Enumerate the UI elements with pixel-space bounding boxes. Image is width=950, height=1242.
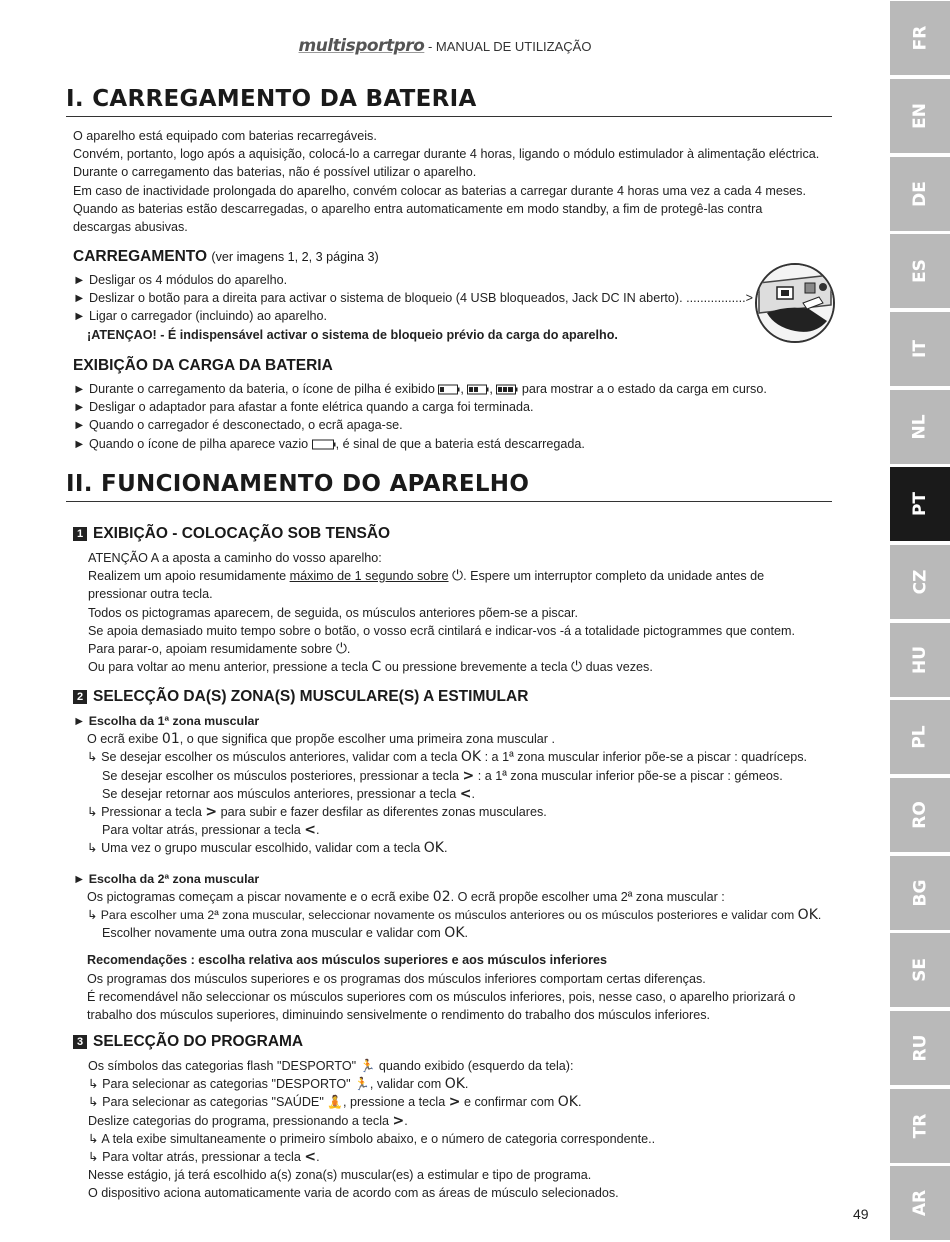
tab-hu[interactable]: HU [890, 623, 950, 697]
program-text: Os símbolos das categorias flash "DESPORTO" 🏃 quando exibido (esquerdo da tela): ↳ Para selecionar as categorias "DESPORTO" 🏃, validar com OK. ↳ Para selecionar as categorias "SAÚDE" 🧘, pressione a tecla > e confirmar com OK. Deslize categorias do programa, pressionando a tecla >. ↳ A tela exibe simultaneamente o primeiro símbolo abaixo, e o número de categoria correspondente.. ↳ Para voltar atrás, pressionar a tecla <. Nesse estágio, já terá escolhido a(s) zona(s) muscular(es) a estimular e tipo de programa. O dispositivo aciona automaticamente varia de acordo com as áreas de músculo selecionados. [88, 1059, 656, 1201]
tab-nl[interactable]: NL [890, 390, 950, 464]
zone1-title: ► Escolha da 1ª zona muscular [73, 714, 260, 728]
tab-en[interactable]: EN [890, 79, 950, 153]
display-heading: EXIBIÇÃO DA CARGA DA BATERIA [73, 357, 333, 374]
step-number: 2 [73, 690, 87, 704]
list-item: ► Deslizar o botão para a direita para activar o sistema de bloqueio (4 USB bloqueados, Jack DC IN aberto). .................> [73, 291, 753, 306]
sport-icon: 🏃 [354, 1077, 370, 1092]
subsection-muscle-zone: 2 SELECÇÃO DA(S) ZONA(S) MUSCULARE(S) A ESTIMULAR [73, 688, 528, 706]
display-list [73, 380, 833, 453]
page-number: 49 [853, 1206, 869, 1222]
list-item: ► Desligar o adaptador para afastar a fonte elétrica quando a carga foi terminada. [73, 400, 534, 415]
charging-ref: (ver imagens 1, 2, 3 página 3) [211, 250, 379, 264]
battery-icon-two-bars [467, 384, 489, 395]
intro-line: Durante o carregamento das baterias, não é possível utilizar o aparelho. [73, 165, 477, 180]
list-item: ► Ligar o carregador (incluindo) ao aparelho. [73, 309, 327, 324]
key-c: C [371, 659, 382, 676]
lock-switch-illustration [755, 263, 835, 343]
intro-line: descargas abusivas. [73, 220, 188, 235]
zone2-title: ► Escolha da 2ª zona muscular [73, 871, 260, 886]
header-title: - MANUAL DE UTILIZAÇÃO [427, 39, 592, 54]
tab-it[interactable]: IT [890, 312, 950, 386]
tab-se[interactable]: SE [890, 933, 950, 1007]
list-item: ► Quando o ícone de pilha aparece vazio , é sinal de que a bateria está descarregada. [73, 436, 585, 451]
tab-cz[interactable]: CZ [890, 545, 950, 619]
page-header [0, 36, 890, 56]
power-icon: ⏻ [452, 568, 464, 585]
intro-line: O aparelho está equipado com baterias recarregáveis. [73, 129, 377, 143]
intro-line: Em caso de inactividade prolongada do aparelho, convém colocar as baterias a carregar durante 4 horas uma vez a cada 4 meses. [73, 183, 806, 198]
tab-tr[interactable]: TR [890, 1089, 950, 1163]
intro-line: Convém, portanto, logo após a aquisição, colocá-lo a carregar durante 4 horas, ligando o módulo estimulador à alimentação eléctrica. [73, 147, 820, 162]
muscle-zone-text: ► Escolha da 1ª zona muscular O ecrã exibe 01, o que significa que propõe escolher uma primeira zona muscular . ↳ Se desejar escolher os músculos anteriores, validar com a tecla OK : a 1ª zona muscular inferior põe-se a piscar : quadríceps. Se desejar escolher os músculos posteriores, pressionar a tecla > : a 1ª zona muscular inferior põe-se a piscar : gémeos. Se desejar retornar aos músculos anteriores, pressionar a tecla <. ↳ Pressionar a tecla > para subir e fazer desfilar as diferentes zonas musculares. Para voltar atrás, pressionar a tecla <. ↳ Uma vez o grupo muscular escolhido, validar com a tecla OK. ► Escolha da 2ª zona muscular Os pictogramas começam a piscar novamente e o ecrã exibe 02. O ecrã propõe escolher uma 2ª zona muscular : ↳ Para escolher uma 2ª zona muscular, seleccionar novamente os músculos anteriores ou os músculos posteriores e validar com OK. Escolher novamente uma outra zona muscular e validar com OK. Recomendações : escolha relativa aos músculos superiores e aos músculos inferiores Os programas dos músculos superiores e os programas dos músculos inferiores comportam certas diferenças. É recomendável não seleccionar os músculos superiores com os músculos inferiores, pois, nesse caso, o aparelho priorizará o trabalho dos músculos superiores, diminuindo sensivelmente o rendimento do trabalho dos músculos inferiores. [73, 712, 833, 1024]
tab-ro[interactable]: RO [890, 778, 950, 852]
tab-pl[interactable]: PL [890, 700, 950, 774]
step-number: 3 [73, 1035, 87, 1049]
section-title-battery: I. CARREGAMENTO DA BATERIA [66, 86, 832, 117]
tab-fr[interactable]: FR [890, 1, 950, 75]
tab-ar[interactable]: AR [890, 1166, 950, 1240]
battery-icon-full [496, 384, 518, 395]
section-title-operation: II. FUNCIONAMENTO DO APARELHO [66, 471, 832, 502]
charging-list [73, 271, 833, 344]
charging-warning: ¡ATENÇAO! - É indispensável activar o sistema de bloqueio prévio da carga do aparelho. [87, 327, 618, 342]
tab-ru[interactable]: RU [890, 1011, 950, 1085]
intro-line: Quando as baterias estão descarregadas, o aparelho entra automaticamente em modo standby, a fim de protegê-las contra [73, 201, 763, 216]
subsection-program: 3 SELECÇÃO DO PROGRAMA [73, 1033, 303, 1051]
power-on-text: ATENÇÃO A a aposta a caminho do vosso aparelho: Realizem um apoio resumidamente máximo de 1 segundo sobre ⏻. Espere um interruptor completo da unidade antes de pressionar outra tecla. Todos os pictogramas aparecem, de seguida, os músculos anteriores põem-se a piscar. Se apoia demasiado muito tempo sobre o botão, o vosso ecrã cintilará e indicar-vos -á a totalidade pictogrammes que contem. Para parar-o, apoiam resumidamente sobre ⏻. Ou para voltar ao menu anterior, pressione a tecla C ou pressione brevemente a tecla ⏻ duas vezes. [88, 551, 796, 676]
list-item: ► Desligar os 4 módulos do aparelho. [73, 273, 288, 287]
power-icon: ⏻ [571, 659, 583, 676]
charging-heading [73, 248, 379, 266]
health-icon: 🧘 [327, 1095, 343, 1110]
list-item: ► Quando o carregador é desconectado, o ecrã apaga-se. [73, 418, 403, 433]
brand-logo: multisportpro [298, 36, 425, 56]
battery-empty-icon [312, 439, 336, 450]
step-number: 1 [73, 527, 87, 541]
subsection-power-on: 1 EXIBIÇÃO - COLOCAÇÃO SOB TENSÃO [73, 525, 390, 543]
power-icon: ⏻ [335, 641, 347, 658]
battery-intro [73, 127, 833, 236]
list-item: ► Durante o carregamento da bateria, o ícone de pilha é exibido , , para mostrar a o estado da carga em curso. [73, 382, 767, 396]
tab-pt[interactable]: PT [890, 467, 950, 541]
recommendation-title: Recomendações : escolha relativa aos músculos superiores e aos músculos inferiores [87, 953, 608, 968]
battery-icon-one-bar [438, 384, 460, 395]
sport-icon: 🏃 [359, 1059, 376, 1073]
tab-de[interactable]: DE [890, 157, 950, 231]
charging-title: CARREGAMENTO [73, 248, 208, 265]
tab-es[interactable]: ES [890, 234, 950, 308]
tab-bg[interactable]: BG [890, 856, 950, 930]
